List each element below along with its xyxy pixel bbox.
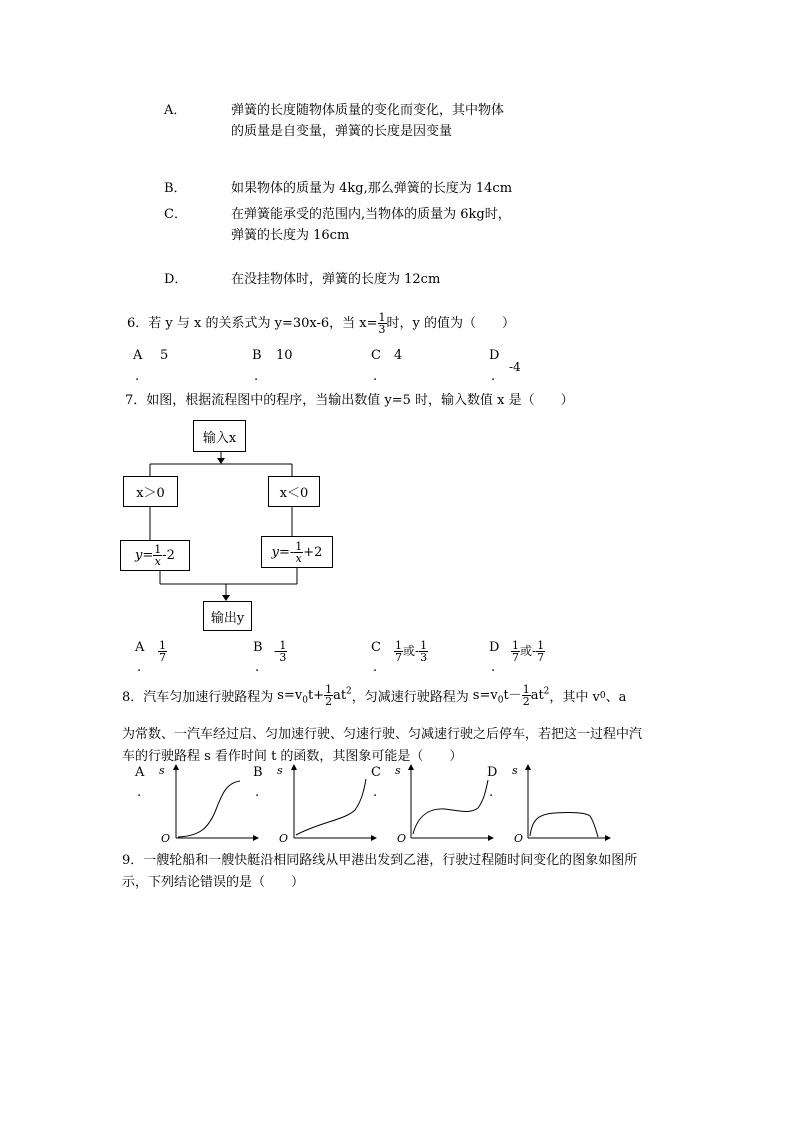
graph-b-origin: O xyxy=(279,832,289,845)
q6-option-b-value: 10 xyxy=(276,348,293,363)
flow-right-frac-num: 1 xyxy=(295,539,303,553)
q9-stem-line2: 示，下列结论错误的是（ ） xyxy=(122,875,305,890)
q7-option-d-den: 7 xyxy=(512,651,519,664)
q6-option-d-value: -4 xyxy=(509,360,521,374)
flow-output-label: 输出y xyxy=(210,610,245,626)
flow-right-formula-pre: y=- xyxy=(271,544,295,560)
flow-left-frac-num: 1 xyxy=(154,543,162,556)
q8-f1-sup: 2 xyxy=(346,686,352,697)
q8-f2-pre: s=v xyxy=(472,688,498,703)
graph-a xyxy=(176,767,256,838)
q6-option-d-dot: . xyxy=(491,369,496,384)
q8-stem-end2: 、a xyxy=(605,690,627,705)
q7-option-a-num: 1 xyxy=(159,639,166,652)
q8-stem-line2: 为常数、一汽车经过启、匀加速行驶、匀速行驶、匀减速行驶之后停车，若把这一过程中汽 xyxy=(122,727,643,742)
q6-option-c-dot: . xyxy=(373,369,378,384)
q8-f2-sub: 0 xyxy=(497,695,504,706)
q6-option-c-label: C xyxy=(371,348,381,363)
flow-left-frac-den: x xyxy=(154,555,161,568)
q6-option-b-label: B xyxy=(252,348,262,363)
q8-f1-num: 1 xyxy=(325,683,333,696)
q8-graph-b-label: B xyxy=(253,765,263,780)
q8-f1-den: 2 xyxy=(325,695,333,708)
q6-option-b-dot: . xyxy=(254,369,259,384)
q8-graph-b-dot: . xyxy=(255,785,260,800)
q8-graph-c-label: C xyxy=(371,765,381,780)
q7-option-b-num: 1 xyxy=(279,639,287,652)
q8-f1-sub: 0 xyxy=(302,695,308,706)
q7-option-b-sign: - xyxy=(274,644,279,659)
q7-stem: 7．如图，根据流程图中的程序，当输出数值 y=5 时，输入数值 x 是（ ） xyxy=(125,393,574,408)
q7-option-d-label: D xyxy=(489,640,500,655)
q8-f2-num: 1 xyxy=(522,683,530,696)
q6-option-a-label: A xyxy=(133,348,143,363)
q5-option-c-line1: 在弹簧能承受的范围内,当物体的质量为 6kg时， xyxy=(231,207,511,222)
q8-f1-mid: t+ xyxy=(307,688,325,703)
q5-option-b-label: B． xyxy=(164,181,187,196)
q7-option-c-join: 或- xyxy=(403,644,420,658)
q8-f2-den: 2 xyxy=(522,695,530,708)
q7-option-d-num2: 1 xyxy=(537,639,545,652)
graph-d-axis-s: s xyxy=(512,764,518,777)
graph-d-curve xyxy=(530,812,598,837)
flow-input-label: 输入x xyxy=(202,430,237,446)
flow-left-formula-post: -2 xyxy=(162,548,175,563)
q5-option-d-line1: 在没挂物体时，弹簧的长度为 12cm xyxy=(231,272,441,287)
q6-option-c-value: 4 xyxy=(394,348,403,363)
q8-f2-sup: 2 xyxy=(543,686,550,697)
q8-stem-mid: ，匀减速行驶路程为 xyxy=(351,690,469,705)
q8-stem-start: 8．汽车匀加速行驶路程为 xyxy=(122,690,274,705)
q7-option-b-label: B xyxy=(253,640,263,655)
q7-option-c-num2: 1 xyxy=(420,639,428,652)
q7-option-c-den2: 3 xyxy=(420,651,428,664)
q8-f2-post: at xyxy=(530,688,544,703)
q8-graph-d-dot: . xyxy=(489,785,494,800)
q5-option-a-line1: 弹簧的长度随物体质量的变化而变化，其中物体 xyxy=(231,103,505,118)
q7-option-b-den: 3 xyxy=(279,651,287,664)
q8-stem-end: ，其中 v xyxy=(549,690,600,705)
q8-f1-post: at xyxy=(333,688,347,703)
flow-left-formula-pre: y= xyxy=(135,548,154,563)
q7-option-c-den: 7 xyxy=(395,651,402,664)
q6-stem-before: 6．若 y 与 x 的关系式为 y=30x-6，当 x= xyxy=(127,316,378,331)
q9-stem-line1: 9．一艘轮船和一艘快艇沿相同路线从甲港出发到乙港，行驶过程随时间变化的图象如图所 xyxy=(122,853,638,868)
q5-option-a-line2: 的质量是自变量，弹簧的长度是因变量 xyxy=(231,124,453,139)
q8-stem-line3: 车的行驶路程 s 看作时间 t 的函数，其图象可能是（ ） xyxy=(122,749,463,764)
q7-option-d-den2: 7 xyxy=(537,651,545,664)
q7-option-b-dot: . xyxy=(255,660,260,675)
flow-left-condition: x＞0 xyxy=(136,486,165,501)
graph-c-origin: O xyxy=(397,832,407,845)
q5-option-d-label: D． xyxy=(164,272,188,287)
flow-right-frac-den: x xyxy=(295,551,302,565)
q5-option-c-label: C． xyxy=(164,207,187,222)
q7-option-d-join: 或- xyxy=(520,644,537,658)
q8-graph-c-dot: . xyxy=(373,785,378,800)
q6-option-d-label: D xyxy=(489,348,500,363)
graph-c-curve xyxy=(413,780,488,834)
q5-option-b-line1: 如果物体的质量为 4kg,那么弹簧的长度为 14cm xyxy=(231,181,513,196)
q8-f1-pre: s=v xyxy=(277,688,303,703)
q8-graph-a-label: A xyxy=(135,765,145,780)
graph-b-axis-s: s xyxy=(277,764,283,777)
q7-option-d-num: 1 xyxy=(512,639,519,652)
q5-option-a-label: A． xyxy=(164,103,187,118)
graph-a-origin: O xyxy=(161,832,171,845)
graph-a-curve xyxy=(178,781,240,837)
graph-b-curve xyxy=(296,779,366,835)
q6-option-a-dot: . xyxy=(135,369,140,384)
q7-option-c-label: C xyxy=(371,640,381,655)
flow-right-formula-post: +2 xyxy=(303,544,323,560)
graph-a-axis-s: s xyxy=(159,764,165,777)
q6-frac-num: 1 xyxy=(378,311,386,324)
flow-right-condition: x＜0 xyxy=(279,486,309,501)
q7-option-c-num: 1 xyxy=(395,639,402,652)
q7-option-a-dot: . xyxy=(137,660,142,675)
graph-c xyxy=(411,767,494,838)
q7-option-a-den: 7 xyxy=(159,651,166,664)
graph-c-axis-s: s xyxy=(395,764,401,777)
q7-option-c-dot: . xyxy=(373,660,378,675)
q6-frac-den: 3 xyxy=(378,323,386,336)
q5-option-c-line2: 弹簧的长度为 16cm xyxy=(231,228,350,243)
q6-option-a-value: 5 xyxy=(160,348,169,363)
q8-graph-a-dot: . xyxy=(137,785,142,800)
q8-graph-d-label: D xyxy=(487,765,498,780)
q7-option-d-dot: . xyxy=(491,660,496,675)
graph-d-origin: O xyxy=(514,832,524,845)
graph-b xyxy=(294,767,374,838)
q8-f2-mid: t－ xyxy=(503,688,522,703)
q7-option-a-label: A xyxy=(135,640,145,655)
q6-stem-after: 时，y 的值为（ ） xyxy=(386,316,515,331)
graph-d xyxy=(528,767,608,838)
q8-stem-end-sub: 0 xyxy=(599,690,606,701)
